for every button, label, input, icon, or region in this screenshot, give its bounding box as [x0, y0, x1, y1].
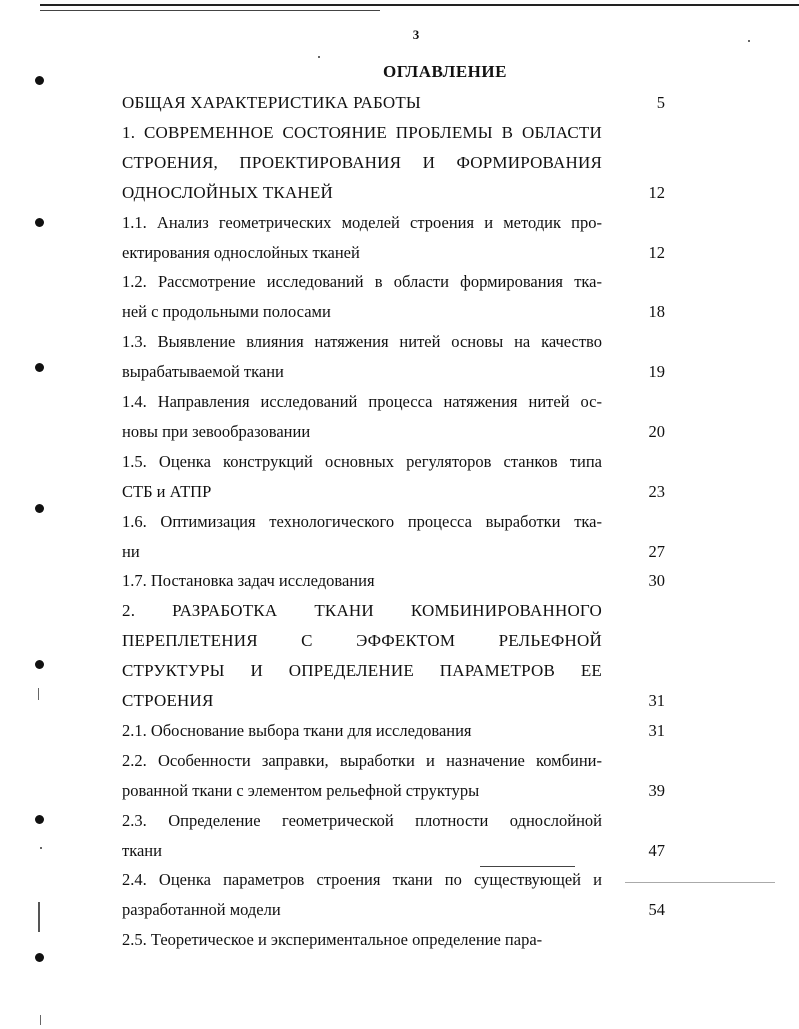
toc-entry-line: 2.4. Оценка параметров строения ткани по существующей и	[122, 870, 602, 890]
toc-page-number: 27	[648, 541, 665, 561]
binder-hole-dot	[35, 660, 44, 669]
page-number: 3	[412, 27, 420, 42]
toc-entry-line: ткани	[122, 840, 162, 860]
toc-page-number: 39	[648, 780, 665, 800]
toc-entry-line: 2.1. Обоснование выбора ткани для исследования	[122, 720, 472, 740]
toc-entry-line: ПЕРЕПЛЕТЕНИЯ С ЭФФЕКТОМ РЕЛЬЕФНОЙ	[122, 631, 602, 651]
toc-entry-line: разработанной модели	[122, 900, 281, 920]
toc-entry-line: вырабатываемой ткани	[122, 362, 284, 382]
scan-top-line	[40, 4, 799, 6]
binder-hole-dot	[35, 218, 44, 227]
scan-mid-line-2	[625, 882, 775, 883]
toc-entry-line: 1.7. Постановка задач исследования	[122, 571, 375, 591]
toc-entry-line: ектирования однослойных тканей	[122, 242, 360, 262]
toc-entry-line: СТРОЕНИЯ, ПРОЕКТИРОВАНИЯ И ФОРМИРОВАНИЯ	[122, 152, 602, 172]
binder-hole-dot	[35, 815, 44, 824]
toc-entry-line: 1.6. Оптимизация технологического процесса выработки тка-	[122, 511, 602, 531]
toc-page-number: 30	[648, 571, 665, 591]
toc-page-number: 23	[648, 481, 665, 501]
scan-left-mark	[38, 902, 40, 932]
toc-entry-line: СТБ и АТПР	[122, 481, 212, 501]
toc-entry-line: 1.3. Выявление влияния натяжения нитей основы на качество	[122, 332, 602, 352]
toc-page-number: 20	[648, 421, 665, 441]
toc-entry-line: ней с продольными полосами	[122, 302, 331, 322]
toc-entry-line: СТРУКТУРЫ И ОПРЕДЕЛЕНИЕ ПАРАМЕТРОВ ЕЕ	[122, 661, 602, 681]
toc-entry-line: ОБЩАЯ ХАРАКТЕРИСТИКА РАБОТЫ	[122, 93, 421, 112]
toc-page-number: 19	[648, 362, 665, 382]
toc-entry-line: рованной ткани с элементом рельефной структуры	[122, 780, 480, 800]
toc-entry-line: 1.2. Рассмотрение исследований в области формирования тка-	[122, 272, 602, 292]
toc-page-number: 47	[648, 840, 665, 860]
toc-entry-line: 2.3. Определение геометрической плотности однослойной	[122, 810, 602, 830]
binder-hole-dot	[35, 953, 44, 962]
toc-entry-line: 1.1. Анализ геометрических моделей строения и методик про-	[122, 212, 602, 232]
toc-entry-line: 2. РАЗРАБОТКА ТКАНИ КОМБИНИРОВАННОГО	[122, 601, 602, 621]
toc-page-number: 12	[648, 242, 665, 262]
toc-page-number: 54	[648, 900, 665, 920]
binder-hole-dot	[35, 363, 44, 372]
scan-speck	[318, 56, 320, 58]
toc-entry-line: СТРОЕНИЯ	[122, 691, 214, 710]
toc-entry-line: ни	[122, 541, 140, 561]
scan-speck	[40, 1015, 41, 1025]
scan-top-line-2	[40, 10, 380, 11]
toc-page-number: 31	[648, 720, 665, 740]
toc-entry-line: 1.4. Направления исследований процесса натяжения нитей ос-	[122, 392, 602, 411]
toc-entry-line: новы при зевообразовании	[122, 421, 311, 441]
toc-entry-line: 2.2. Особенности заправки, выработки и назначение комбини-	[122, 750, 602, 770]
binder-hole-dot	[35, 504, 44, 513]
toc-page-number: 12	[648, 182, 665, 202]
toc-page-number: 31	[648, 691, 665, 710]
scan-speck	[38, 688, 39, 700]
scan-speck	[40, 847, 42, 849]
toc-page-number: 5	[656, 93, 665, 112]
toc-entry-line: ОДНОСЛОЙНЫХ ТКАНЕЙ	[122, 182, 333, 202]
toc-page-number: 18	[648, 302, 665, 322]
toc-title: ОГЛАВЛЕНИЕ	[383, 62, 507, 81]
toc-entry-line: 1. СОВРЕМЕННОЕ СОСТОЯНИЕ ПРОБЛЕМЫ В ОБЛАСТИ	[122, 122, 602, 142]
toc-entry-line: 2.5. Теоретическое и экспериментальное определение пара-	[122, 930, 543, 950]
toc-entry-line: 1.5. Оценка конструкций основных регуляторов станков типа	[122, 451, 602, 471]
